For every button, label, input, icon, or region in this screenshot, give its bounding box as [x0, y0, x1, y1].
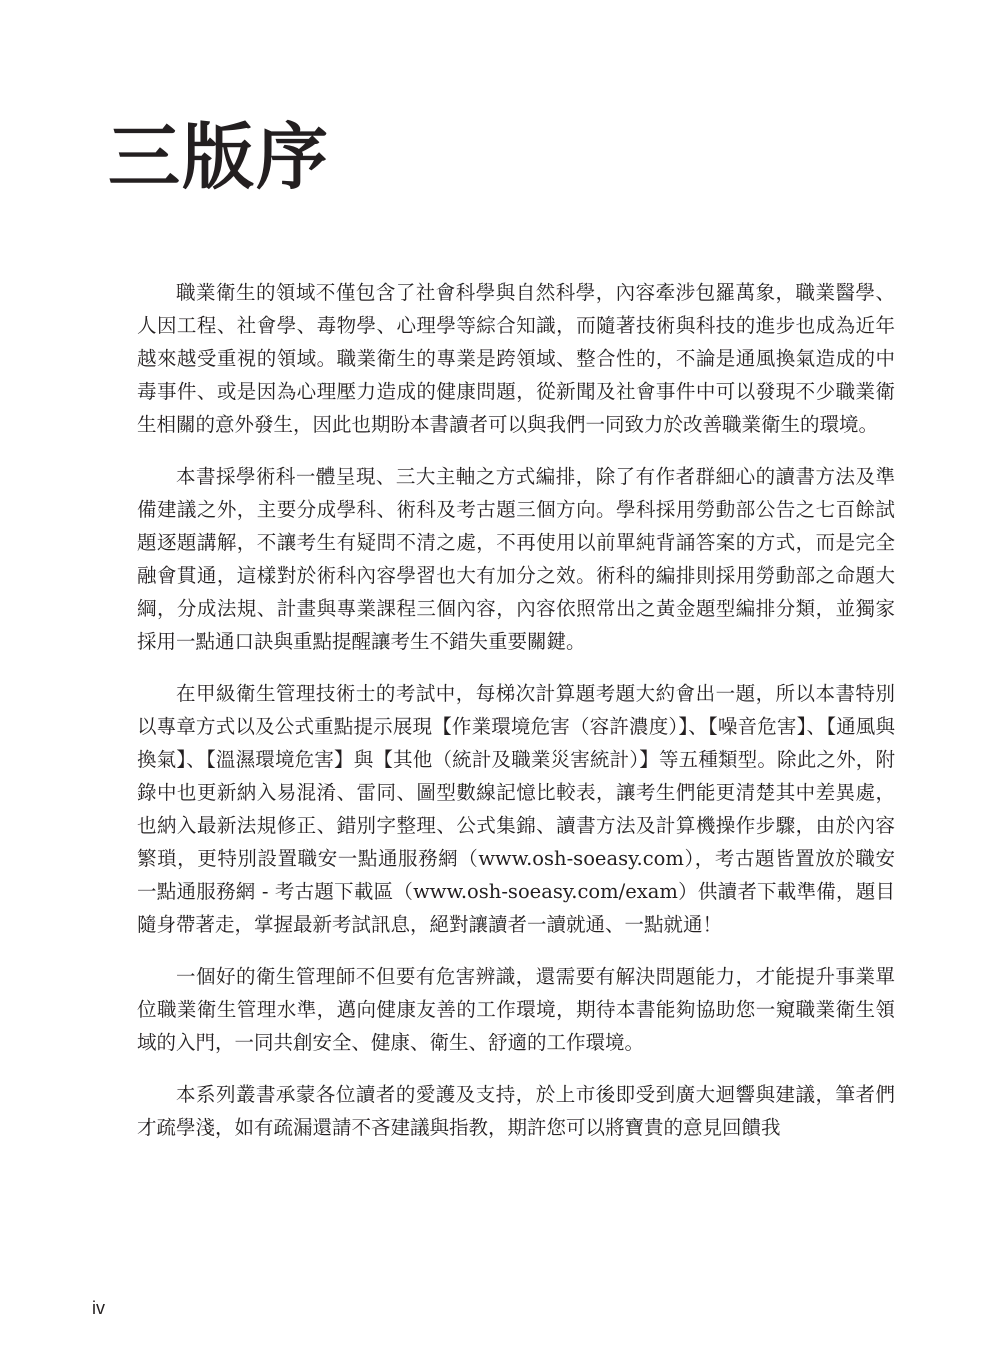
- paragraph-5: 本系列叢書承蒙各位讀者的愛護及支持，於上市後即受到廣大迴響與建議，筆者們才疏學淺，如有疏漏還請不吝建議與指教，期許您可以將寶貴的意見回饋我: [137, 1083, 895, 1139]
- paragraph-4: 一個好的衛生管理師不但要有危害辨識，還需要有解決問題能力，才能提升事業單位職業衛生管理水準，邁向健康友善的工作環境，期待本書能夠協助您一窺職業衛生領域的入門，一同共創安全、健康、衛生、舒適的工作環境。: [137, 965, 895, 1054]
- preface-body: [137, 276, 895, 1163]
- paragraph-3: 在甲級衛生管理技術士的考試中，每梯次計算題考題大約會出一題，所以本書特別以專章方式以及公式重點提示展現【作業環境危害（容許濃度）】、【噪音危害】、【通風與換氣】、【溫濕環境危害】與【其他（統計及職業災害統計）】等五種類型。除此之外，附錄中也更新納入易混淆、雷同、圖型數線記憶比較表，讓考生們能更清楚其中差異處，也納入最新法規修正、錯別字整理、公式集錦、讀書方法及計算機操作步驟，由於內容繁瑣，更特別設置職安一點通服務網（www.osh-soeasy.com），考古題皆置放於職安一點通服務網 - 考古題下載區（www.osh-soeasy.com/exam）供讀者下載準備，題目隨身帶著走，掌握最新考試訊息，絕對讓讀者一讀就通、一點就通！: [137, 682, 895, 936]
- paragraph-1: 職業衛生的領域不僅包含了社會科學與自然科學，內容牽涉包羅萬象，職業醫學、人因工程、社會學、毒物學、心理學等綜合知識，而隨著技術與科技的進步也成為近年越來越受重視的領域。職業衛生的專業是跨領域、整合性的，不論是通風換氣造成的中毒事件、或是因為心理壓力造成的健康問題，從新聞及社會事件中可以發現不少職業衛生相關的意外發生，因此也期盼本書讀者可以與我們一同致力於改善職業衛生的環境。: [137, 281, 895, 436]
- paragraph-2: 本書採學術科一體呈現、三大主軸之方式編排，除了有作者群細心的讀書方法及準備建議之外，主要分成學科、術科及考古題三個方向。學科採用勞動部公告之七百餘試題逐題講解，不讓考生有疑問不清之處，不再使用以前單純背誦答案的方式，而是完全融會貫通，這樣對於術科內容學習也大有加分之效。術科的編排則採用勞動部之命題大綱，分成法規、計畫與專業課程三個內容，內容依照常出之黃金題型編排分類，並獨家採用一點通口訣與重點提醒讓考生不錯失重要關鍵。: [137, 465, 895, 653]
- page-number: iv: [92, 1298, 105, 1318]
- page-title: 三版序: [108, 114, 331, 199]
